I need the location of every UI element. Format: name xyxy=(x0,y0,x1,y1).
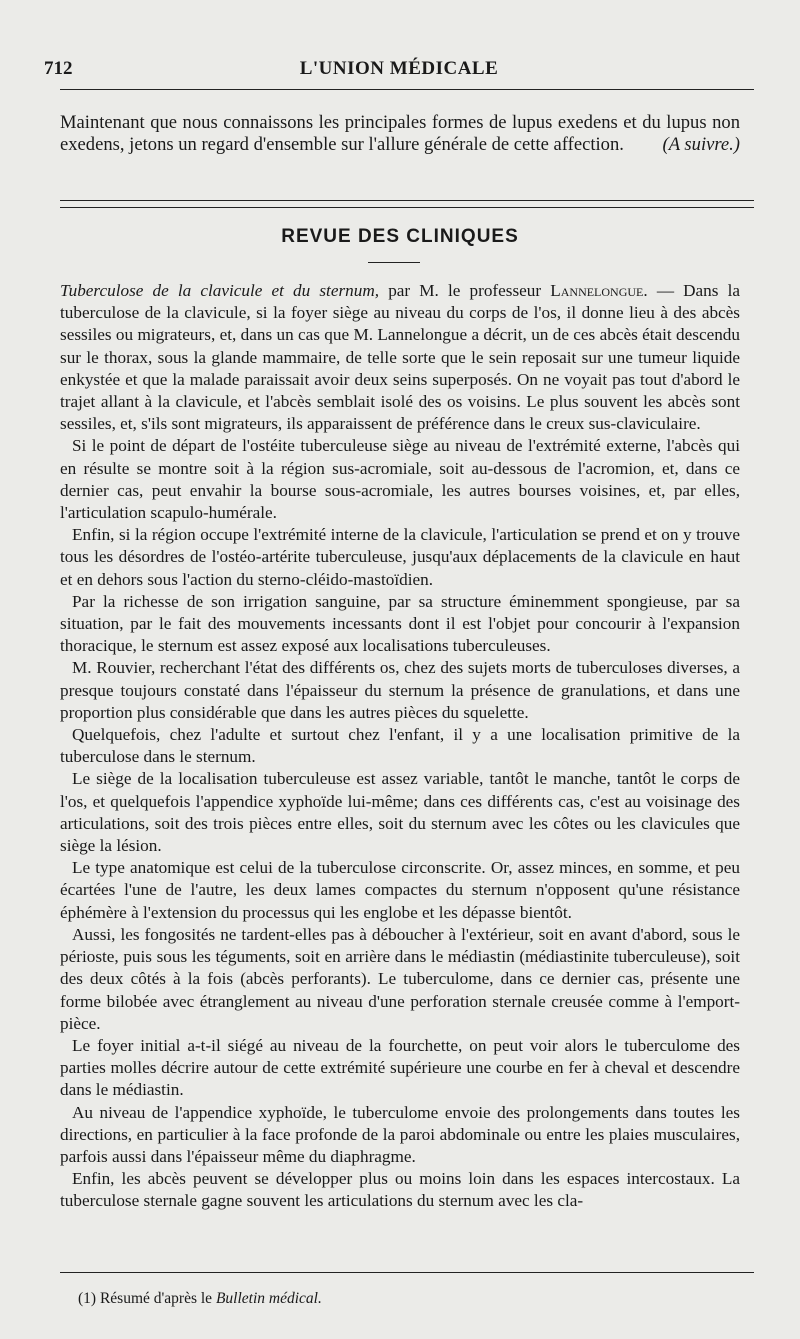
article-paragraph: Quelquefois, chez l'adulte et surtout chez l'enfant, il y a une localisation primitive de la tuberculose dans le sternum. xyxy=(60,725,740,767)
article-paragraph: M. Rouvier, recherchant l'état des différents os, chez des sujets morts de tuberculoses diverses, a presque toujours constaté dans l'épaisseur du sternum la présence de granulations, et dans une proportion plus considérable que dans les autres pièces du squelette. xyxy=(60,658,740,722)
journal-title: L'UNION MÉDICALE xyxy=(299,58,499,79)
author-name: Lannelongue xyxy=(550,281,644,300)
article-paragraph: Enfin, si la région occupe l'extrémité interne de la clavicule, l'articulation se prend et on y trouve tous les désordres de l'ostéo-artérite tuberculeuse, jusqu'aux déplacements de la clavicule en haut et en dehors sous l'action du sterno-cléido-mastoïdien. xyxy=(60,525,740,589)
page-header xyxy=(44,58,754,88)
article-first-paragraph xyxy=(60,280,740,435)
header-rule xyxy=(60,89,754,90)
article-paragraph: Au niveau de l'appendice xyphoïde, le tuberculome envoie des prolongements dans toutes les directions, en particulier à la face profonde de la paroi abdominale ou entre les plaies musculaires, parfois aussi dans l'épaisseur même du diaphragme. xyxy=(60,1102,740,1166)
footnote-rule xyxy=(60,1272,754,1273)
article-paragraph: Aussi, les fongosités ne tardent-elles pas à déboucher à l'extérieur, soit en avant d'abord, sous le périoste, puis sous les téguments, soit en arrière dans le médiastin (médiastinite tuberculeuse), soit des deux côtés à la fois (abcès perforants). Le tuberculome, dans ce dernier cas, présente une forme bilobée avec étranglement au niveau d'une perforation sternale creusée comme à l'emport-pièce. xyxy=(60,924,740,1033)
article-paragraph: Le siège de la localisation tuberculeuse est assez variable, tantôt le manche, tantôt le corps de l'os, et quelquefois l'appendice xyphoïde lui-même; dans ces différents cas, c'est au voisinage des articulations, soit des trois pièces entre elles, soit du sternum avec les côtes ou les clavicules que siège la lésion. xyxy=(60,769,740,856)
article-body xyxy=(60,280,740,1213)
intro-paragraph xyxy=(60,112,740,155)
article-paragraph: Le type anatomique est celui de la tuberculose circonscrite. Or, assez minces, en somme, et peu écartées l'une de l'autre, les deux lames compactes du sternum n'opposent qu'une résistance éphémère à l'extension du processus qui les englobe et les dépasse bientôt. xyxy=(60,858,740,922)
author-intro: par M. le professeur xyxy=(379,281,551,300)
footnote-marker: (1) Résumé d'après le xyxy=(78,1290,216,1307)
first-paragraph-text: . — Dans la tuberculose de la clavicule, si la foyer siège au niveau du corps de l'os, il donne lieu à des abcès sessiles ou migrateurs, et, dans un cas que M. Lannelongue a décrit, un de ces abcès était descendu sur le thorax, sous la glande mammaire, de telle sorte que le sein reposait sur une tumeur liquide enkystée et que la malade paraissait avoir deux seins superposés. On ne voyait pas tout d'abord le trajet allant à la clavicule, et l'abcès semblait isolé des os voisins. Le plus souvent les abcès sont sessiles, et, s'ils sont migrateurs, ils apparaissent de préférence dans le creux sus-claviculaire. xyxy=(60,281,740,434)
footnote xyxy=(78,1290,740,1308)
article-paragraph: Si le point de départ de l'ostéite tuberculeuse siège au niveau de l'extrémité externe, l'abcès qui en résulte se montre soit à la région sus-acromiale, soit au-dessous de l'acromion, et, dans ce dernier cas, peut envahir la bourse sous-acromiale, les autres bourses voisines, et, par elles, l'articulation scapulo-humérale. xyxy=(60,436,740,523)
article-paragraph: Par la richesse de son irrigation sanguine, par sa structure éminemment spongieuse, par sa situation, par le fait des mouvements incessants dont il est l'objet pour concourir à l'expansion thoracique, le sternum est assez exposé aux localisations tuberculeuses. xyxy=(60,591,740,656)
article-paragraph: Le foyer initial a-t-il siégé au niveau de la fourchette, on peut voir alors le tuberculome des parties molles décrire autour de cette extrémité supérieure une courbe en fer à cheval et descendre dans le médiastin. xyxy=(60,1035,740,1100)
article-paragraph: Enfin, les abcès peuvent se développer plus ou moins loin dans les espaces intercostaux. La tuberculose sternale gagne souvent les articulations du sternum avec les cla- xyxy=(60,1169,740,1211)
intro-text: Maintenant que nous connaissons les principales formes de lupus exedens et du lupus non exedens, jetons un regard d'ensemble sur l'allure générale de cette affection. xyxy=(60,112,740,155)
section-title: REVUE DES CLINIQUES xyxy=(281,226,519,247)
section-divider xyxy=(60,200,754,208)
page-number: 712 xyxy=(44,58,73,79)
article-title: Tuberculose de la clavicule et du sternum, xyxy=(60,281,380,300)
title-underline xyxy=(368,262,420,263)
footnote-source: Bulletin médical. xyxy=(215,1290,322,1307)
a-suivre-note: (A suivre.) xyxy=(662,133,740,155)
